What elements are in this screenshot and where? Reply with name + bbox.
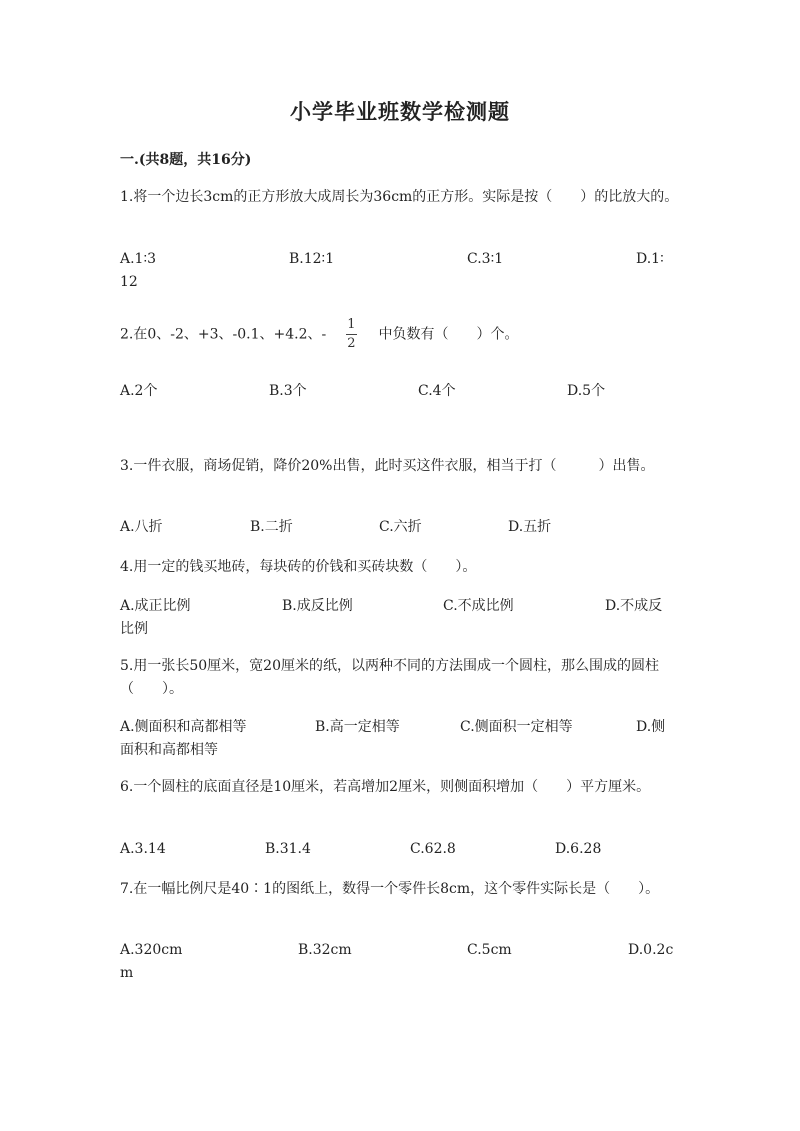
- option-a[interactable]: A.2个: [120, 383, 158, 399]
- option-b[interactable]: B.二折: [250, 519, 293, 535]
- page-title: 小学毕业班数学检测题: [290, 99, 510, 124]
- fraction-bar: [346, 334, 356, 335]
- question-4: 4.用一定的钱买地砖，每块砖的价钱和买砖块数（ ）。: [120, 559, 477, 575]
- question-3: 3.一件衣服，商场促销，降价20%出售，此时买这件衣服，相当于打（ ）出售。: [120, 458, 655, 474]
- option-a[interactable]: A.320cm: [120, 942, 183, 958]
- question-6: 6.一个圆柱的底面直径是10厘米，若高增加2厘米，则侧面积增加（ ）平方厘米。: [120, 779, 651, 795]
- fraction-one-half: [346, 318, 356, 351]
- option-d[interactable]: D.5个: [567, 383, 606, 399]
- option-c[interactable]: C.六折: [379, 519, 422, 535]
- fraction-numerator: 1: [347, 317, 356, 332]
- option-c[interactable]: C.不成比例: [443, 598, 514, 614]
- options-1: [120, 248, 682, 294]
- option-b[interactable]: B.32cm: [298, 942, 352, 958]
- option-a[interactable]: A.侧面积和高都相等: [120, 719, 247, 735]
- fraction-denominator: 2: [347, 336, 356, 351]
- option-d[interactable]: D.五折: [508, 519, 552, 535]
- option-b[interactable]: B.3个: [269, 383, 307, 399]
- option-c[interactable]: C.3∶1: [467, 251, 504, 267]
- question-7: 7.在一幅比例尺是40∶1的图纸上，数得一个零件长8cm，这个零件实际长是（ ）。: [120, 881, 660, 897]
- option-d[interactable]: D.0.2c: [628, 942, 674, 958]
- option-b[interactable]: B.31.4: [265, 841, 311, 857]
- option-a[interactable]: A.1∶3: [120, 251, 157, 267]
- option-b[interactable]: B.12∶1: [289, 251, 335, 267]
- question-2: [120, 318, 682, 351]
- option-b[interactable]: B.成反比例: [282, 598, 353, 614]
- options-5: [120, 716, 682, 762]
- option-a[interactable]: A.八折: [120, 519, 163, 535]
- options-2: [120, 380, 682, 426]
- option-d[interactable]: D.不成反: [605, 598, 663, 614]
- option-d[interactable]: D.1∶: [636, 251, 664, 267]
- options-7: [120, 939, 682, 985]
- section-heading: 一.(共8题，共16分): [120, 152, 252, 168]
- option-c[interactable]: C.5cm: [467, 942, 512, 958]
- question-1: 1.将一个边长3cm的正方形放大成周长为36cm的正方形。实际是按（ ）的比放大的。: [120, 189, 679, 205]
- option-d[interactable]: D.6.28: [555, 841, 602, 857]
- option-c[interactable]: C.62.8: [410, 841, 456, 857]
- option-b[interactable]: B.高一定相等: [315, 719, 400, 735]
- option-a[interactable]: A.成正比例: [120, 598, 191, 614]
- option-d-wrap: 比例: [120, 621, 148, 637]
- option-d-wrap: m: [120, 965, 134, 981]
- option-d-wrap: 面积和高都相等: [120, 742, 218, 758]
- question-2-text-after: 中负数有（ ）个。: [378, 326, 519, 343]
- option-a[interactable]: A.3.14: [120, 841, 166, 857]
- option-d[interactable]: D.侧: [636, 719, 666, 735]
- option-d-wrap: 12: [120, 274, 138, 290]
- options-4: [120, 595, 682, 641]
- option-c[interactable]: C.4个: [418, 383, 456, 399]
- question-2-text-before: 2.在0、-2、+3、-0.1、+4.2、-: [120, 326, 327, 343]
- question-5: 5.用一张长50厘米，宽20厘米的纸，以两种不同的方法围成一个圆柱，那么围成的圆柱（ ）。: [120, 658, 659, 697]
- option-c[interactable]: C.侧面积一定相等: [460, 719, 573, 735]
